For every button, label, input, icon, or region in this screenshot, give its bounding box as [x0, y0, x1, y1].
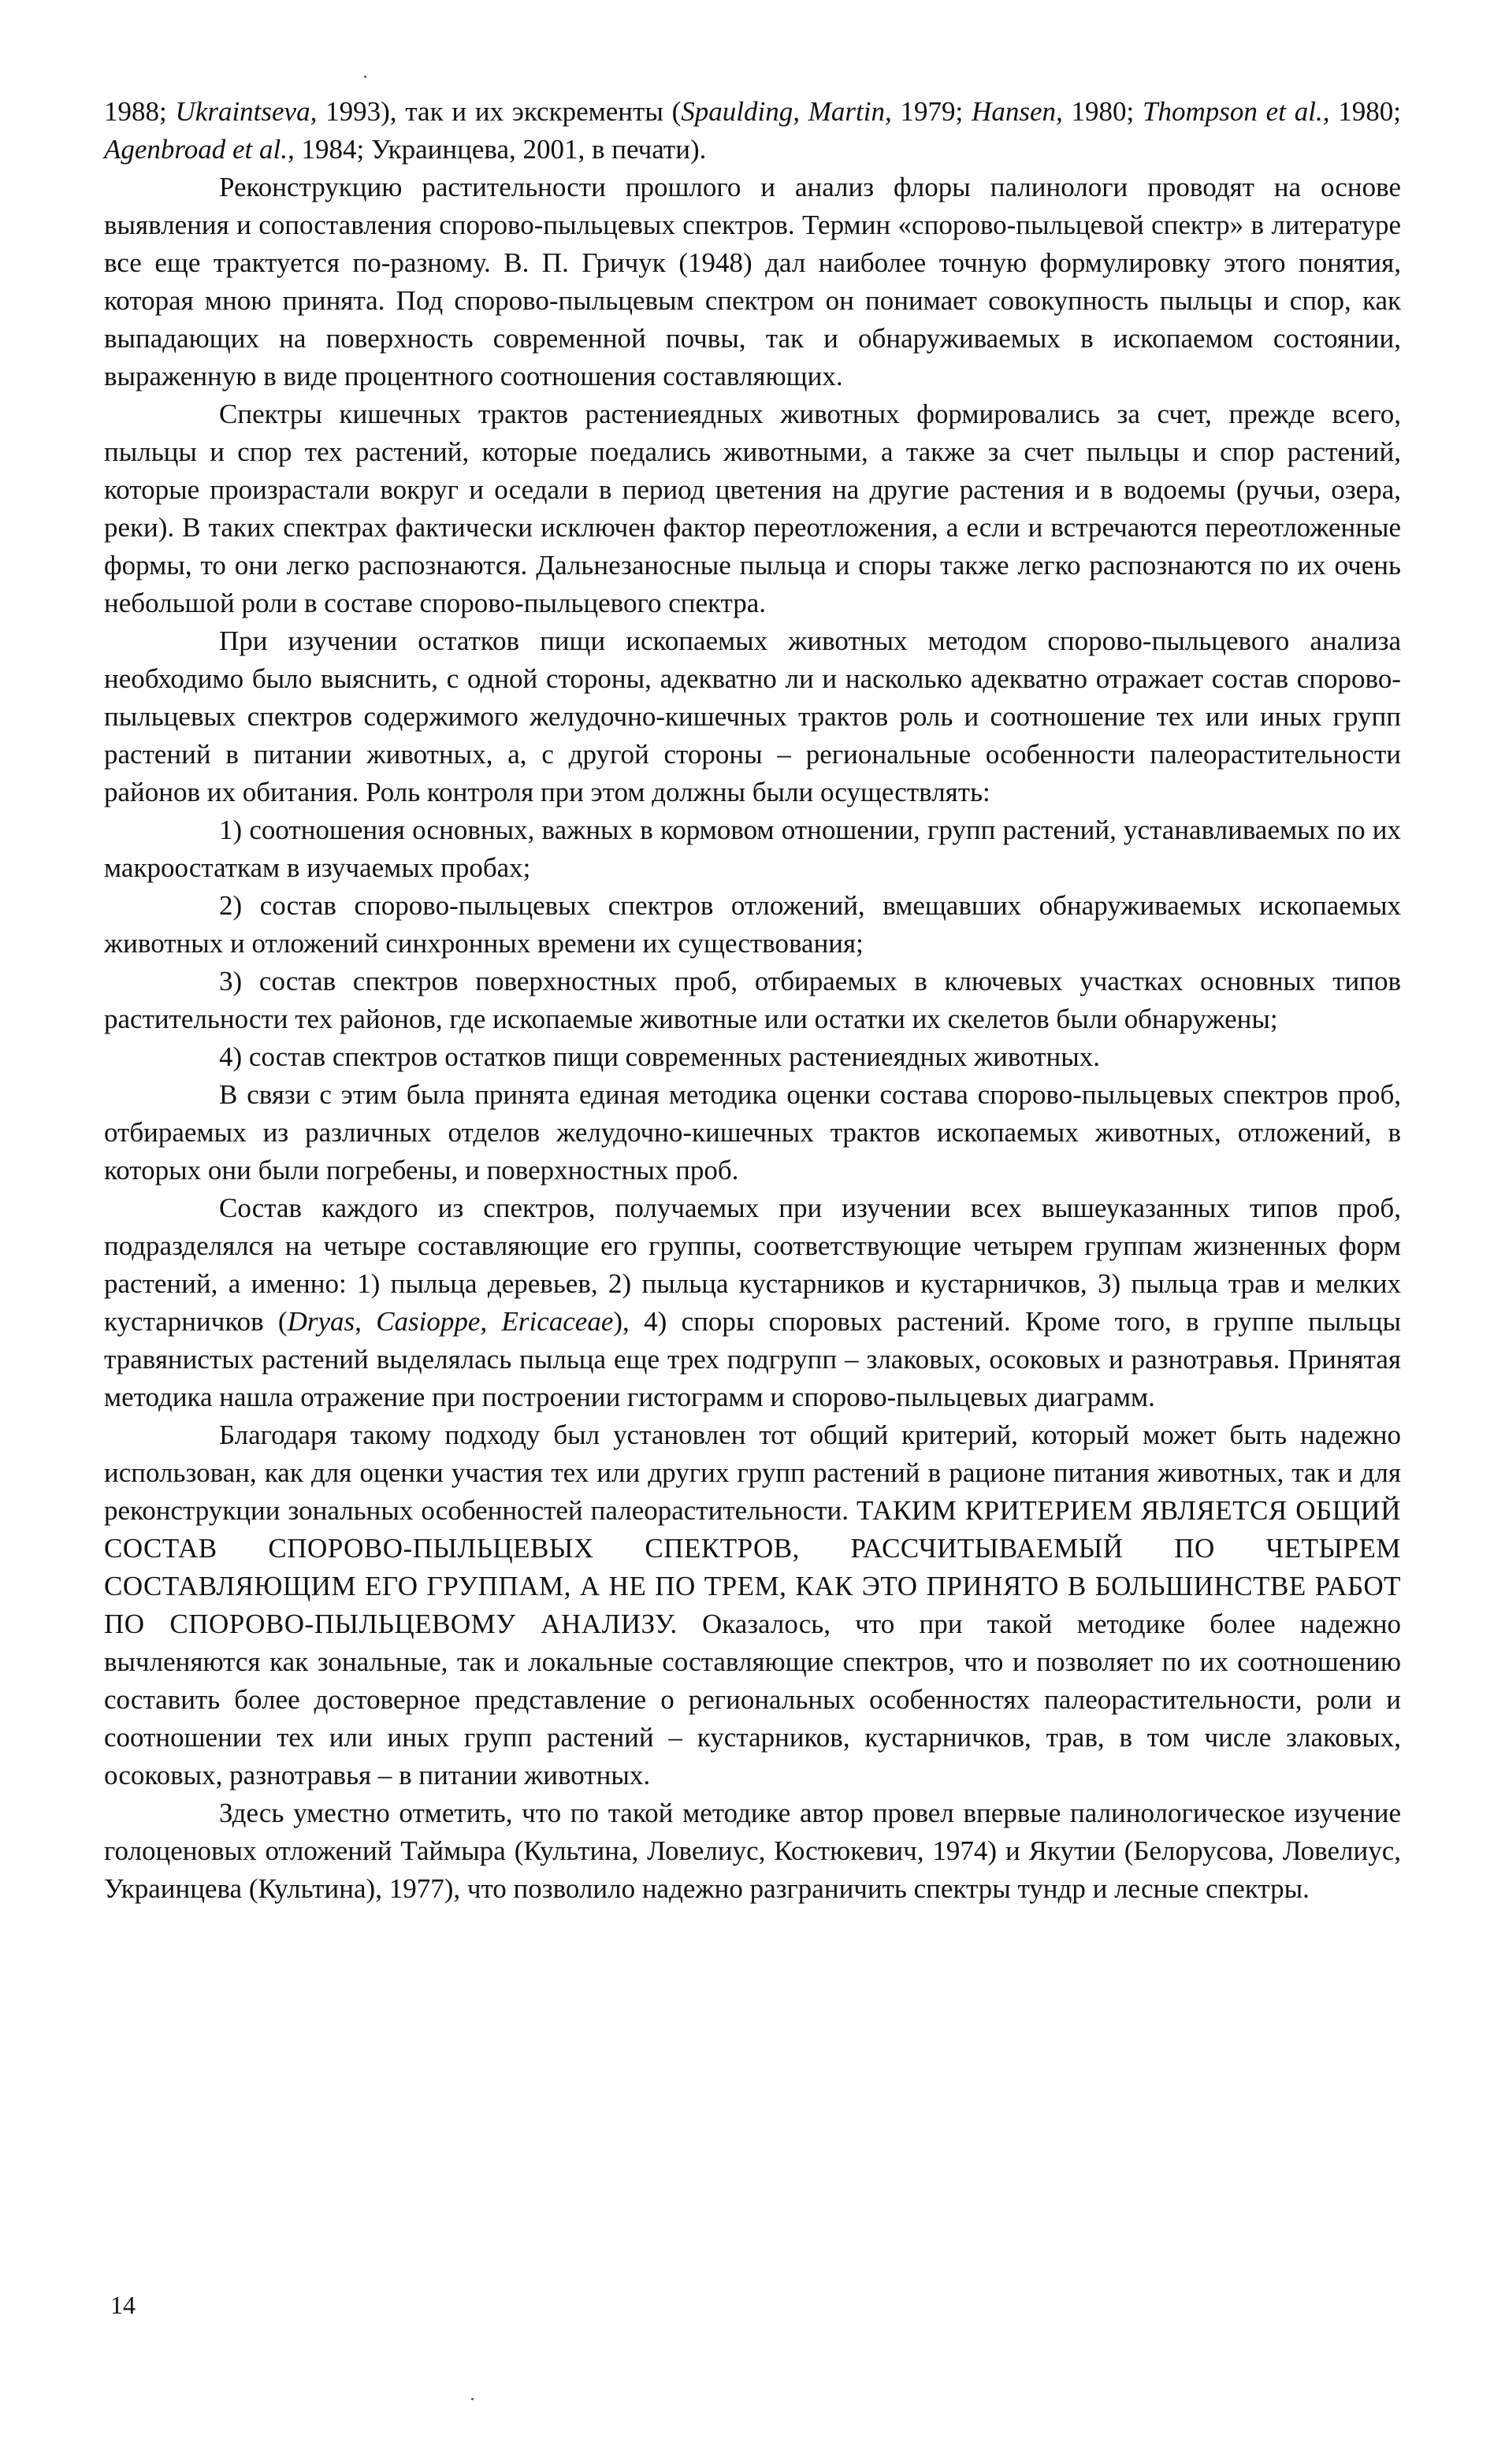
paragraph-intestinal-spectra: Спектры кишечных трактов растениеядных животных формировались за счет, прежде всего, пыльцы и спор тех растений, которые поедались животными, а также за счет пыльцы и спор растений, которые произрастали вокруг и оседали в период цветения на другие растения и в водоемы (ручьи, озера, реки). В таких спектрах фактически исключен фактор переотложения, а если и встречаются переотложенные формы, то они легко распознаются. Дальнезаносные пыльца и споры также легко распознаются по их очень небольшой роли в составе спорово-пыльцевого спектра. — [104, 399, 1401, 618]
paragraph-criterion — [104, 1416, 1401, 1794]
paragraph-unified-method: В связи с этим была принята единая методика оценки состава спорово-пыльцевых спектров проб, отбираемых из различных отделов желудочно-кишечных трактов ископаемых животных, отложений, в которых они были погребены, и поверхностных проб. — [104, 1079, 1401, 1186]
text-span: 1988; — [104, 96, 176, 127]
paragraph-intro-continuation — [104, 93, 1401, 169]
paragraph-reconstruction: Реконструкцию растительности прошлого и анализ флоры палинологи проводят на основе выявления и сопоставления спорово-пыльцевых спектров. Термин «спорово-пыльцевой спектр» в литературе все еще трактуется по-разному. В. П. Гричук (1948) дал наиболее точную формулировку этого понятия, которая мною принята. Под спорово-пыльцевым спектром он понимает совокупность пыльцы и спор, как выпадающих на поверхность современной почвы, так и обнаруживаемых в ископаемом состоянии, выраженную в виде процентного соотношения составляющих. — [104, 172, 1401, 391]
citation-author: Spaulding, Martin, — [681, 96, 892, 127]
text-span: 1993), так и их экскременты ( — [317, 96, 682, 127]
list-item-1: 1) соотношения основных, важных в кормовом отношении, групп растений, устанавливаемых по их макроостаткам в изучаемых пробах; — [104, 815, 1401, 883]
paragraph-study-aims: При изучении остатков пищи ископаемых животных методом спорово-пыльцевого анализа необходимо было выяснить, с одной стороны, адекватно ли и насколько адекватно отражает состав спорово-пыльцевых спектров содержимого желудочно-кишечных трактов роль и соотношение тех или иных групп растений в питании животных, а, с другой стороны – региональные особенности палеорастительности районов их обитания. Роль контроля при этом должны были осуществлять: — [104, 625, 1401, 807]
citation-author: Ukraintseva, — [175, 96, 318, 127]
citation-author: Thompson et al., — [1143, 96, 1330, 127]
citation-author: Agenbroad et al., — [104, 134, 295, 165]
text-span: 1980; — [1329, 96, 1401, 127]
text-span: ), 4) споры споровых растений. Кроме того, в группе пыльцы травянистых растений выделялась пыльца еще трех подгрупп – злаковых, осоковых и разнотравья. Принятая методика нашла отражение при построении гистограмм и спорово-пыльцевых диаграмм. — [104, 1306, 1401, 1412]
list-item-2: 2) состав спорово-пыльцевых спектров отложений, вмещавших обнаруживаемых ископаемых животных и отложений синхронных времени их существования; — [104, 890, 1401, 959]
scan-speck — [364, 76, 366, 78]
page-number: 14 — [110, 2291, 136, 2319]
paragraph-spectrum-groups — [104, 1189, 1401, 1416]
text-span: Состав каждого из спектров, получаемых при изучении всех вышеуказанных типов проб, подразделялся на четыре составляющие его группы, соответствующие четырем группам жизненных форм растений, а именно: 1) пыльца деревьев, 2) пыльца кустарников и кустарничков, 3) пыльца трав и мелких кустарничков ( — [104, 1193, 1401, 1337]
text-span: 1980; — [1062, 96, 1143, 127]
taxa-names: Dryas, Casioppe, Ericaceae — [287, 1306, 614, 1337]
paragraph-holocene-study: Здесь уместно отметить, что по такой методике автор провел впервые палинологическое изучение голоценовых отложений Таймыра (Культина, Ловелиус, Костюкевич, 1974) и Якутии (Белорусова, Ловелиус, Украинцева (Культина), 1977), что позволило надежно разграничить спектры тундр и лесные спектры. — [104, 1798, 1401, 1904]
citation-author: Hansen, — [972, 96, 1063, 127]
text-span: Благодаря такому подходу был установлен тот общий критерий, который может быть надежно использован, как для оценки участия тех или других групп растений в рационе питания животных, так и для реконструкции зональных особенностей палеорастительности. — [104, 1419, 1401, 1526]
list-item-3: 3) состав спектров поверхностных проб, отбираемых в ключевых участках основных типов растительности тех районов, где ископаемые животные или остатки их скелетов были обнаружены; — [104, 966, 1401, 1034]
text-span: Оказалось, что при такой методике более надежно вычленяются как зональные, так и локальные составляющие спектров, что и позволяет по их соотношению составить более достоверное представление о региональных особенностях палеорастительности, роли и соотношении тех или иных групп растений – кустарников, кустарничков, трав, в том числе злаковых, осоковых, разнотравья – в питании животных. — [104, 1609, 1402, 1790]
emphasized-criterion: ТАКИМ КРИТЕРИЕМ ЯВЛЯЕТСЯ ОБЩИЙ СОСТАВ СПОРОВО-ПЫЛЬЦЕВЫХ СПЕКТРОВ, РАССЧИТЫВАЕМЫЙ ПО ЧЕТЫРЕМ СОСТАВЛЯЮЩИМ ЕГО ГРУППАМ, А НЕ ПО ТРЕМ, КАК ЭТО ПРИНЯТО В БОЛЬШИНСТВЕ РАБОТ ПО СПОРОВО-ПЫЛЬЦЕВОМУ АНАЛИЗУ. — [104, 1495, 1402, 1639]
list-item-4: 4) состав спектров остатков пищи современных растениеядных животных. — [219, 1041, 1101, 1072]
body-text — [104, 93, 1401, 1908]
scan-speck — [471, 2398, 474, 2400]
text-span: 1979; — [891, 96, 972, 127]
text-span: 1984; Украинцева, 2001, в печати). — [294, 134, 707, 165]
